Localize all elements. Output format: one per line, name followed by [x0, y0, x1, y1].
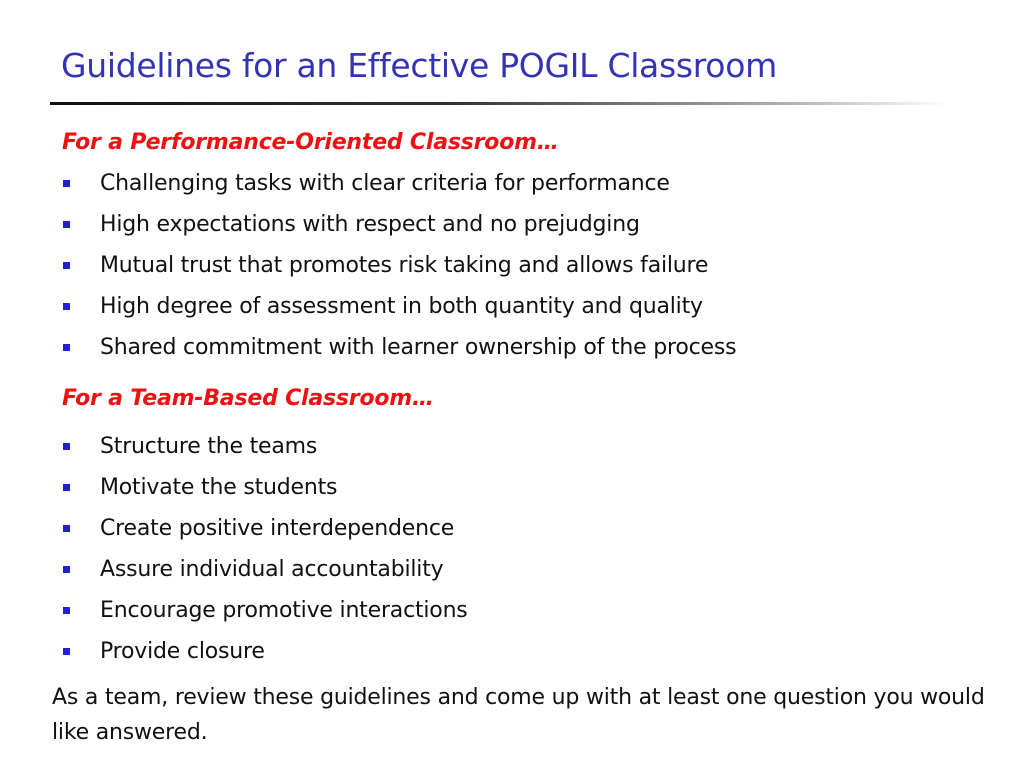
closing-instruction: As a team, review these guidelines and come up with at least one question you would like answered.: [52, 685, 985, 745]
list-item-text: Challenging tasks with clear criteria for performance: [100, 171, 670, 196]
list-item-text: Mutual trust that promotes risk taking and allows failure: [100, 253, 709, 278]
list-item-text: Motivate the students: [100, 475, 338, 500]
list-item-text: Assure individual accountability: [100, 557, 444, 582]
square-bullet-icon: [63, 607, 70, 614]
title-underline: [50, 102, 950, 105]
list-item-text: High expectations with respect and no prejudging: [100, 212, 640, 237]
square-bullet-icon: [63, 180, 70, 187]
square-bullet-icon: [63, 303, 70, 310]
square-bullet-icon: [63, 443, 70, 450]
square-bullet-icon: [63, 344, 70, 351]
list-item-text: Structure the teams: [100, 434, 318, 459]
list-item-text: High degree of assessment in both quantity and quality: [100, 294, 703, 319]
list-item-text: Shared commitment with learner ownership of the process: [100, 335, 737, 360]
square-bullet-icon: [63, 525, 70, 532]
square-bullet-icon: [63, 262, 70, 269]
square-bullet-icon: [63, 484, 70, 491]
list-item-text: Encourage promotive interactions: [100, 598, 468, 623]
square-bullet-icon: [63, 648, 70, 655]
square-bullet-icon: [63, 566, 70, 573]
team-section-heading: For a Team-Based Classroom…: [62, 386, 434, 411]
list-item-text: Create positive interdependence: [100, 516, 455, 541]
square-bullet-icon: [63, 221, 70, 228]
performance-section-heading: For a Performance-Oriented Classroom…: [62, 130, 559, 155]
slide-title: Guidelines for an Effective POGIL Classroom: [61, 46, 777, 85]
list-item-text: Provide closure: [100, 639, 265, 664]
